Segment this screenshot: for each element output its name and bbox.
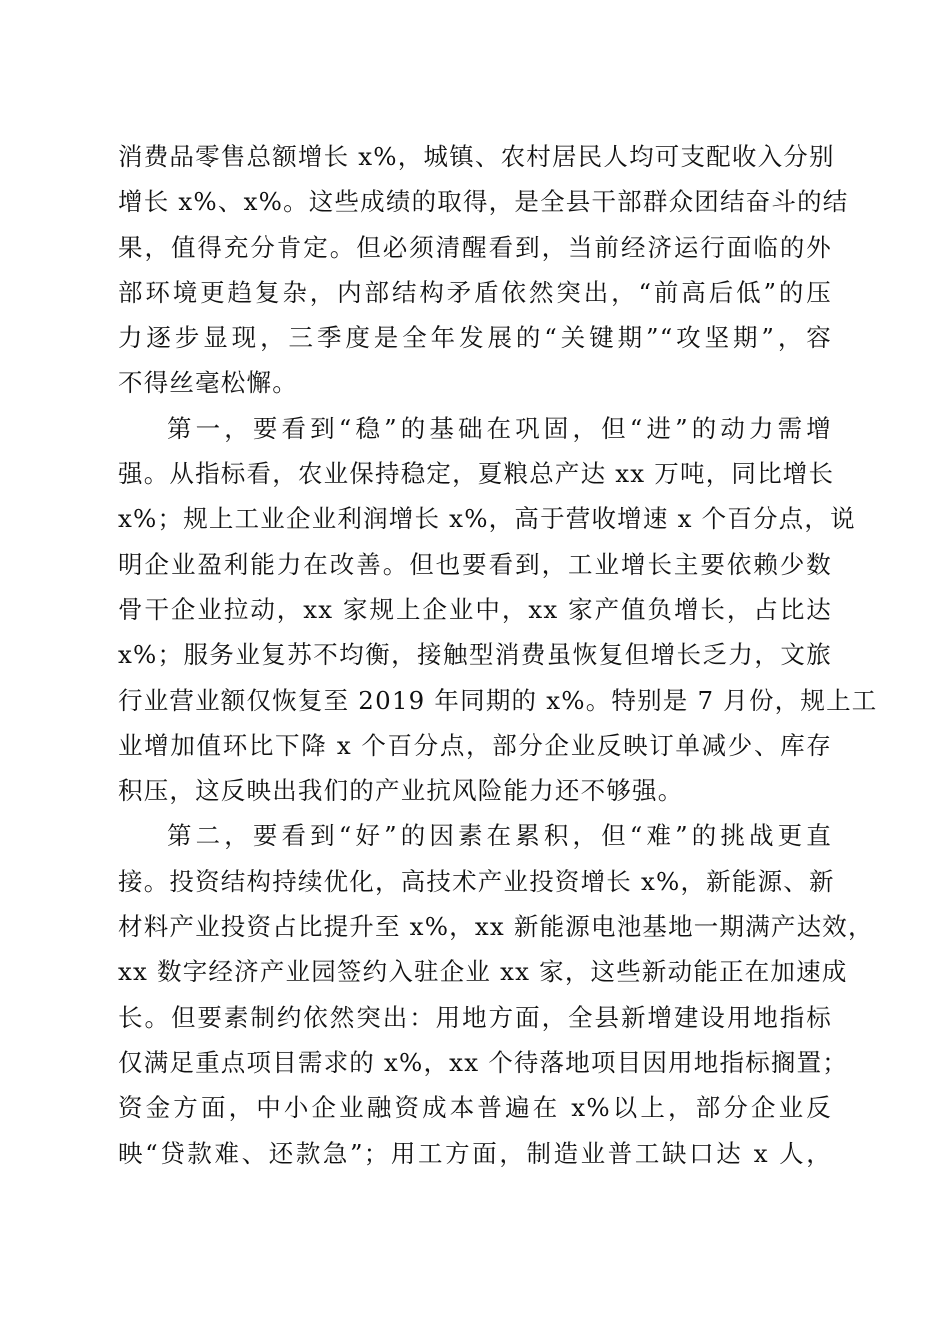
text-line: 强。从指标看，农业保持稳定，夏粮总产达 xx 万吨，同比增长 [118,459,835,489]
text-line: 第二，要看到“好”的因素在累积，但“难”的挑战更直 [167,821,832,851]
text-line: xx 数字经济产业园签约入驻企业 xx 家，这些新动能正在加速成 [118,957,848,987]
paragraph-intro [118,134,849,406]
text-line: x%；服务业复苏不均衡，接触型消费虽恢复但增长乏力，文旅 [118,640,832,670]
document-body [118,134,878,1176]
text-line: 第一，要看到“稳”的基础在巩固，但“进”的动力需增 [167,413,832,443]
text-line: 仅满足重点项目需求的 x%，xx 个待落地项目因用地指标搁置； [118,1047,849,1077]
text-line: x%；规上工业企业利润增长 x%，高于营收增速 x 个百分点，说 [118,504,856,534]
text-line: 明企业盈利能力在改善。但也要看到，工业增长主要依赖少数 [118,549,832,579]
text-line: 不得丝毫松懈。 [118,368,298,398]
text-line: 资金方面，中小企业融资成本普遍在 x%以上，部分企业反 [118,1093,832,1123]
text-line: 业增加值环比下降 x 个百分点，部分企业反映订单减少、库存 [118,730,832,760]
text-line: 接。投资结构持续优化，高技术产业投资增长 x%，新能源、新 [118,866,835,896]
text-line: 消费品零售总额增长 x%，城镇、农村居民人均可支配收入分别 [118,142,835,171]
text-line: 增长 x%、x%。这些成绩的取得，是全县干部群众团结奋斗的结 [118,187,849,217]
text-line: 行业营业额仅恢复至 2019 年同期的 x%。特别是 7 月份，规上工 [118,685,878,715]
text-line: 材料产业投资占比提升至 x%，xx 新能源电池基地一期满产达效， [118,912,874,942]
text-line: 部环境更趋复杂，内部结构矛盾依然突出，“前高后低”的压 [118,277,832,307]
text-line: 力逐步显现，三季度是全年发展的“关键期”“攻坚期”，容 [118,323,832,353]
text-line: 映“贷款难、还款急”；用工方面，制造业普工缺口达 x 人， [118,1138,832,1168]
paragraph-first [118,406,878,814]
text-line: 果，值得充分肯定。但必须清醒看到，当前经济运行面临的外 [118,232,832,262]
text-line: 骨干企业拉动，xx 家规上企业中，xx 家产值负增长，占比达 [118,594,832,624]
paragraph-second [118,813,874,1175]
text-line: 积压，这反映出我们的产业抗风险能力还不够强。 [118,776,684,806]
text-line: 长。但要素制约依然突出：用地方面，全县新增建设用地指标 [118,1002,832,1032]
